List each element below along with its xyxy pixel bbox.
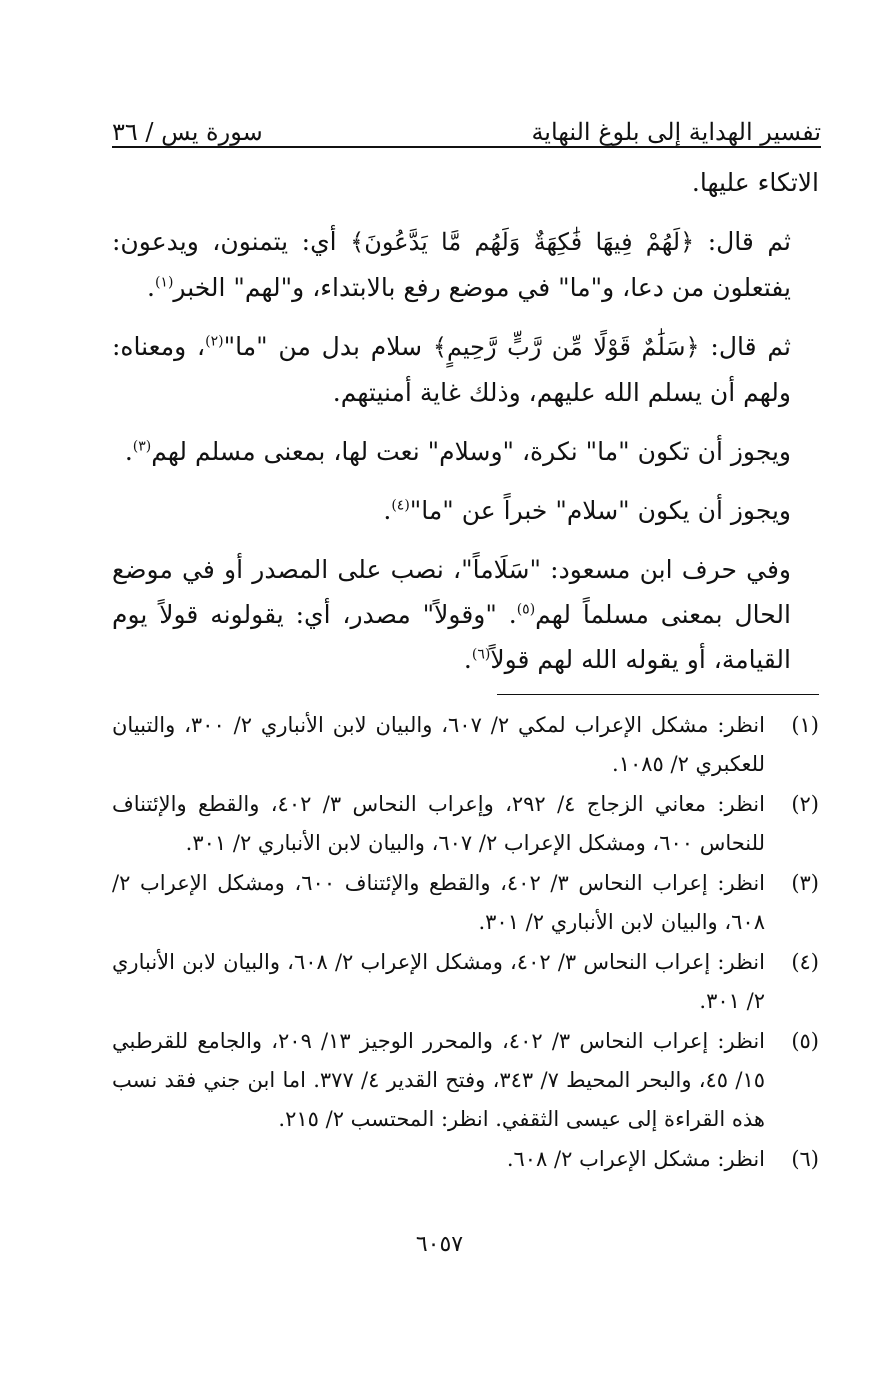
footnote-number: (٦): [791, 1147, 819, 1171]
footnote-item: [112, 943, 819, 1021]
running-header: [112, 96, 821, 146]
footnote-ref-4: (٤): [391, 497, 410, 514]
footnote-item: [112, 706, 819, 784]
footnote-number: (٣): [791, 871, 819, 895]
footnote-ref-2: (٢): [205, 333, 224, 350]
footnote-number: (١): [791, 713, 819, 737]
paragraph-4: ويجوز أن تكون "ما" نكرة، "وسلام" نعت لها، بمعنى مسلم لهم$^{(٣)}$.: [124, 437, 791, 466]
footnote-number: (٥): [791, 1029, 819, 1053]
paragraph-6: وفي حرف ابن مسعود: "سَلَاماً"، نصب على المصدر أو في موضع الحال بمعنى مسلماً لهم$^{(٥)}$. "وقولاً" مصدر، أي: يقولونه قولاً يوم القيامة، أو يقوله الله لهم قولاً$^{(٦)}$.: [112, 555, 791, 674]
paragraph-3: ثم قال: ﴿سَلَٰمٌ قَوْلًا مِّن رَّبٍّ رَّحِيمٍ﴾ سلام بدل من "ما"$^{(٢)}$، ومعناه: ولهم أن يسلم الله عليهم، وذلك غاية أمنيتهم.: [112, 332, 791, 407]
footnote-ref-5: (٥): [516, 601, 536, 618]
footnote-rule: [497, 694, 819, 695]
footnote-text: انظر: إعراب النحاس ٣/ ٤٠٢، والمحرر الوجيز ١٣/ ٢٠٩، والجامع للقرطبي ١٥/ ٤٥، والبحر المحيط ٧/ ٣٤٣، وفتح القدير ٤/ ٣٧٧. اما ابن جني فقد نسب هذه القراءة إلى عيسى الثقفي. انظر: المحتسب ٢/ ٢١٥.: [112, 1029, 766, 1131]
footnote-number: (٢): [791, 792, 819, 816]
footnote-item: [112, 1022, 819, 1139]
quran-verse: ﴿لَهُمْ فِيهَا فَٰكِهَةٌ وَلَهُم مَّا يَدَّعُونَ﴾: [350, 228, 695, 256]
footnote-item: [112, 785, 819, 863]
footnote-ref-1: (١): [154, 274, 174, 291]
paragraph-5: ويجوز أن يكون "سلام" خبراً عن "ما"$^{(٤)}$.: [383, 496, 791, 525]
book-title: تفسير الهداية إلى بلوغ النهاية: [531, 118, 821, 146]
paragraph-1: الاتكاء عليها.: [691, 168, 819, 197]
footnote-ref-6: (٦): [471, 646, 491, 663]
footnote-text: انظر: مشكل الإعراب ٢/ ٦٠٨.: [506, 1147, 765, 1171]
footnote-ref-3: (٣): [132, 438, 152, 455]
surah-label: سورة يس / ٣٦: [112, 118, 263, 146]
header-rule: [112, 146, 821, 148]
paragraph-2: ثم قال: ﴿لَهُمْ فِيهَا فَٰكِهَةٌ وَلَهُم مَّا يَدَّعُونَ﴾ أي: يتمنون، ويدعون: يفتعلون من دعا، و"ما" في موضع رفع بالابتداء، و"لهم" الخبر$^{(١)}$.: [112, 227, 792, 302]
footnote-item: [112, 864, 819, 942]
footnote-item: [112, 1140, 819, 1179]
footnotes: [112, 706, 819, 1180]
page-number: ٦٠٥٧: [415, 1232, 464, 1257]
footnote-text: انظر: معاني الزجاج ٤/ ٢٩٢، وإعراب النحاس ٣/ ٤٠٢، والقطع والإئتناف للنحاس ٦٠٠، ومشكل الإعراب ٢/ ٦٠٧، والبيان لابن الأنباري ٢/ ٣٠١.: [112, 792, 765, 855]
footnote-number: (٤): [791, 950, 819, 974]
main-text: [112, 160, 819, 696]
quran-verse: ﴿سَلَٰمٌ قَوْلًا مِّن رَّبٍّ رَّحِيمٍ﴾: [432, 333, 700, 361]
footnote-text: انظر: إعراب النحاس ٣/ ٤٠٢، ومشكل الإعراب ٢/ ٦٠٨، والبيان لابن الأنباري ٢/ ٣٠١.: [112, 950, 765, 1013]
footnote-text: انظر: مشكل الإعراب لمكي ٢/ ٦٠٧، والبيان لابن الأنباري ٢/ ٣٠٠، والتبيان للعكبري ٢/ ١٠٨٥.: [112, 713, 765, 776]
footnote-text: انظر: إعراب النحاس ٣/ ٤٠٢، والقطع والإئتناف ٦٠٠، ومشكل الإعراب ٢/ ٦٠٨، والبيان لابن الأنباري ٢/ ٣٠١.: [112, 871, 765, 934]
